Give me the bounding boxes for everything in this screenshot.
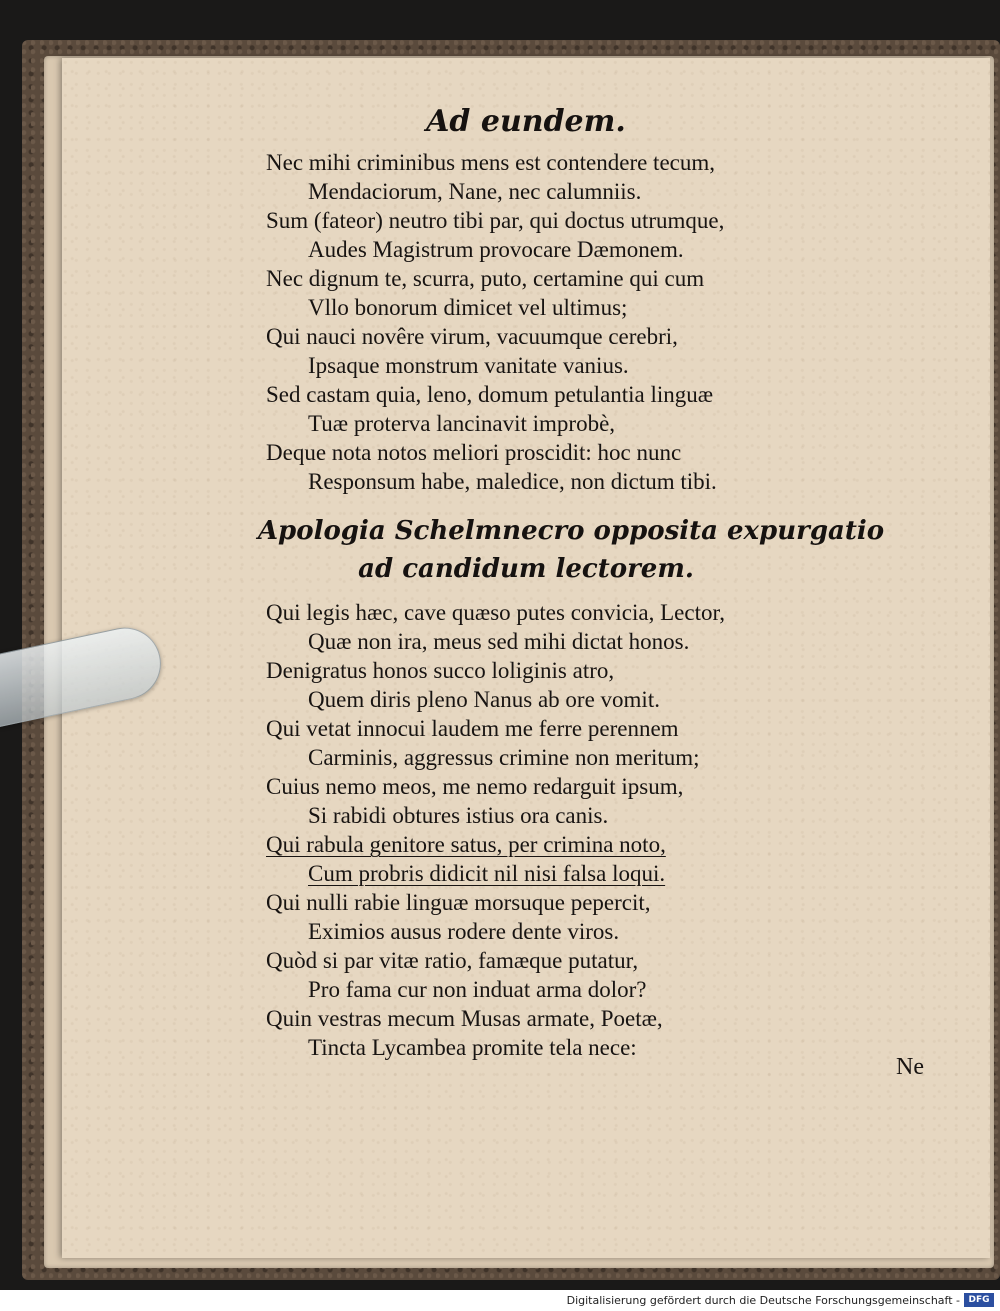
- poem-line: Cuius nemo meos, me nemo redarguit ipsum,: [266, 774, 684, 799]
- poem-line: Carminis, aggressus crimine non meritum;: [308, 745, 700, 770]
- poem-line: Nec mihi criminibus mens est contendere tecum,: [266, 150, 716, 175]
- poem-line: Pro fama cur non induat arma dolor?: [308, 977, 647, 1002]
- poem-line: Sum (fateor) neutro tibi par, qui doctus utrumque,: [266, 208, 725, 233]
- funding-credit: Digitalisierung gefördert durch die Deutsche Forschungsgemeinschaft -: [566, 1294, 960, 1307]
- catchword: Ne: [896, 1054, 924, 1080]
- poem-1: [266, 148, 724, 496]
- poem-line: Quem diris pleno Nanus ab ore vomit.: [308, 687, 660, 712]
- poem-2-title-line-2: ad candidum lectorem.: [358, 554, 694, 584]
- poem-1-title: Ad eundem.: [426, 104, 626, 139]
- poem-line: Qui nauci novêre virum, vacuumque cerebri,: [266, 324, 678, 349]
- dfg-logo-icon[interactable]: DFG: [964, 1293, 994, 1307]
- poem-line: Eximios ausus rodere dente viros.: [308, 919, 620, 944]
- poem-line: Nec dignum te, scurra, puto, certamine qui cum: [266, 266, 705, 291]
- poem-line: Mendaciorum, Nane, nec calumniis.: [308, 179, 642, 204]
- poem-line: Quæ non ira, meus sed mihi dictat honos.: [308, 629, 690, 654]
- poem-line: Tincta Lycambea promite tela nece:: [308, 1035, 637, 1060]
- poem-line: Tuæ proterva lancinavit improbè,: [308, 411, 616, 436]
- poem-line-underlined: Qui rabula genitore satus, per crimina noto,: [266, 832, 666, 857]
- poem-line: Deque nota notos meliori proscidit: hoc nunc: [266, 440, 682, 465]
- poem-line: Qui legis hæc, cave quæso putes convicia, Lector,: [266, 600, 725, 625]
- poem-line: Vllo bonorum dimicet vel ultimus;: [308, 295, 628, 320]
- poem-2-title-line-1: Apologia Schelmnecro opposita expurgatio: [257, 516, 885, 546]
- poem-line: Denigratus honos succo loliginis atro,: [266, 658, 615, 683]
- poem-line: Qui nulli rabie linguæ morsuque pepercit,: [266, 890, 651, 915]
- poem-line: Quòd si par vitæ ratio, famæque putatur,: [266, 948, 639, 973]
- poem-line: Qui vetat innocui laudem me ferre perennem: [266, 716, 679, 741]
- book-page: [62, 58, 990, 1258]
- poem-line: Si rabidi obtures istius ora canis.: [308, 803, 609, 828]
- poem-line: Audes Magistrum provocare Dæmonem.: [308, 237, 684, 262]
- poem-line: Quin vestras mecum Musas armate, Poetæ,: [266, 1006, 663, 1031]
- poem-line: Ipsaque monstrum vanitate vanius.: [308, 353, 629, 378]
- poem-line: Responsum habe, maledice, non dictum tibi.: [308, 469, 717, 494]
- poem-line: Sed castam quia, leno, domum petulantia linguæ: [266, 382, 714, 407]
- poem-2-title: [62, 512, 990, 588]
- poem-2: [266, 598, 725, 1062]
- poem-line-underlined: Cum probris didicit nil nisi falsa loqui.: [308, 861, 666, 886]
